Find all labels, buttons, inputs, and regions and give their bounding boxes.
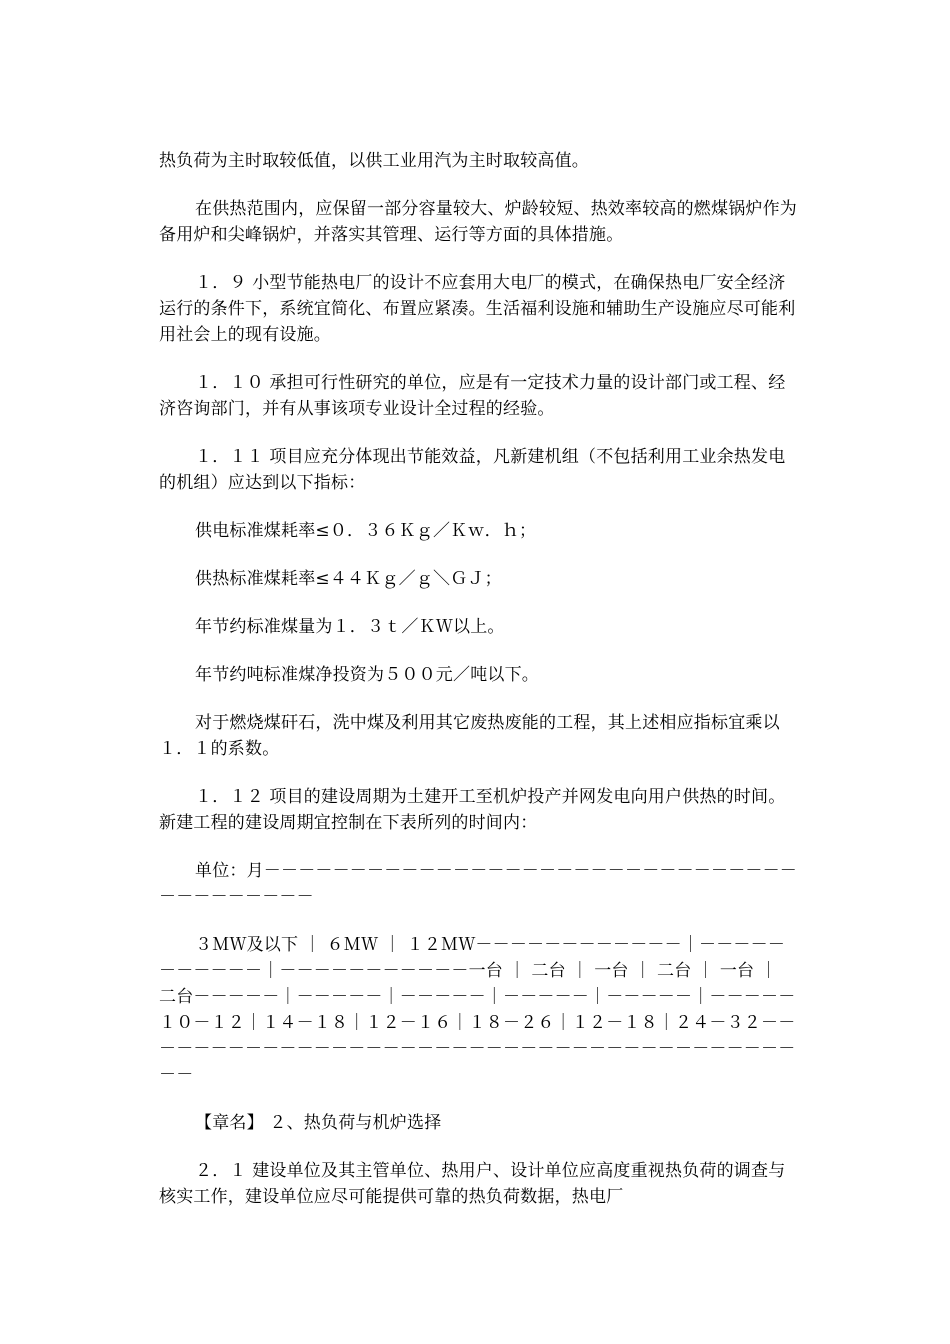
table-unit-line: 单位：月－－－－－－－－－－－－－－－－－－－－－－－－－－－－－－－－－－－－－－－－ [159,861,797,907]
paragraph-coefficient: 对于燃烧煤矸石，洗中煤及利用其它废热废能的工程，其上述相应指标宜乘以１．１的系数。 [159,713,780,759]
chapter-heading: 【章名】 ２、热负荷与机炉选择 [195,1113,442,1133]
document-page [159,148,799,1232]
indicator-power-coal: 供电标准煤耗率≤０．３６Ｋｇ／Ｋｗ．ｈ； [195,521,537,541]
paragraph-2-1: ２．１ 建设单位及其主管单位、热用户、设计单位应高度重视热负荷的调查与核实工作，建设单位应尽可能提供可靠的热负荷数据，热电厂 [159,1161,786,1207]
indicator-heat-coal: 供热标准煤耗率≤４４Ｋｇ／ｇ＼ＧＪ； [195,569,502,589]
paragraph-4: １．１０ 承担可行性研究的单位，应是有一定技术力量的设计部门或工程、经济咨询部门，并有从事该项专业设计全过程的经验。 [159,373,786,419]
paragraph-3: １．９ 小型节能热电厂的设计不应套用大电厂的模式，在确保热电厂安全经济运行的条件下，系统宜简化、布置应紧凑。生活福利设施和辅助生产设施应尽可能利用社会上的现有设施。 [159,273,796,345]
paragraph-2: 在供热范围内，应保留一部分容量较大、炉龄较短、热效率较高的燃煤锅炉作为备用炉和尖峰锅炉，并落实其管理、运行等方面的具体措施。 [159,199,797,245]
indicator-annual-saving: 年节约标准煤量为１．３ｔ／ＫＷ以上。 [195,617,505,637]
paragraph-1: 热负荷为主时取较低值，以供工业用汽为主时取较高值。 [159,151,589,171]
paragraph-5: １．１１ 项目应充分体现出节能效益，凡新建机组（不包括利用工业余热发电的机组）应达到以下指标： [159,447,786,493]
indicator-investment: 年节约吨标准煤净投资为５００元／吨以下。 [195,665,539,685]
paragraph-construction-period: １．１２ 项目的建设周期为土建开工至机炉投产并网发电向用户供热的时间。新建工程的建设周期宜控制在下表所列的时间内： [159,787,786,833]
table-text-block: ３ＭＷ及以下 ｜ ６ＭＷ ｜ １２ＭＷ－－－－－－－－－－－－｜－－－－－－－－－－－｜－－－－－－－－－－－一台 ｜ 二台 ｜ 一台 ｜ 二台 ｜ 一台 ｜ 二台－－－－－｜－－－－－｜－－－－－｜－－－－－｜－－－－－｜－－－－－１０－１２｜１４－１８｜１２－１６｜１８－２６｜１２－１８｜２４－３２－－－－－－－－－－－－－－－－－－－－－－－－－－－－－－－－－－－－－－－－－ [159,935,796,1085]
